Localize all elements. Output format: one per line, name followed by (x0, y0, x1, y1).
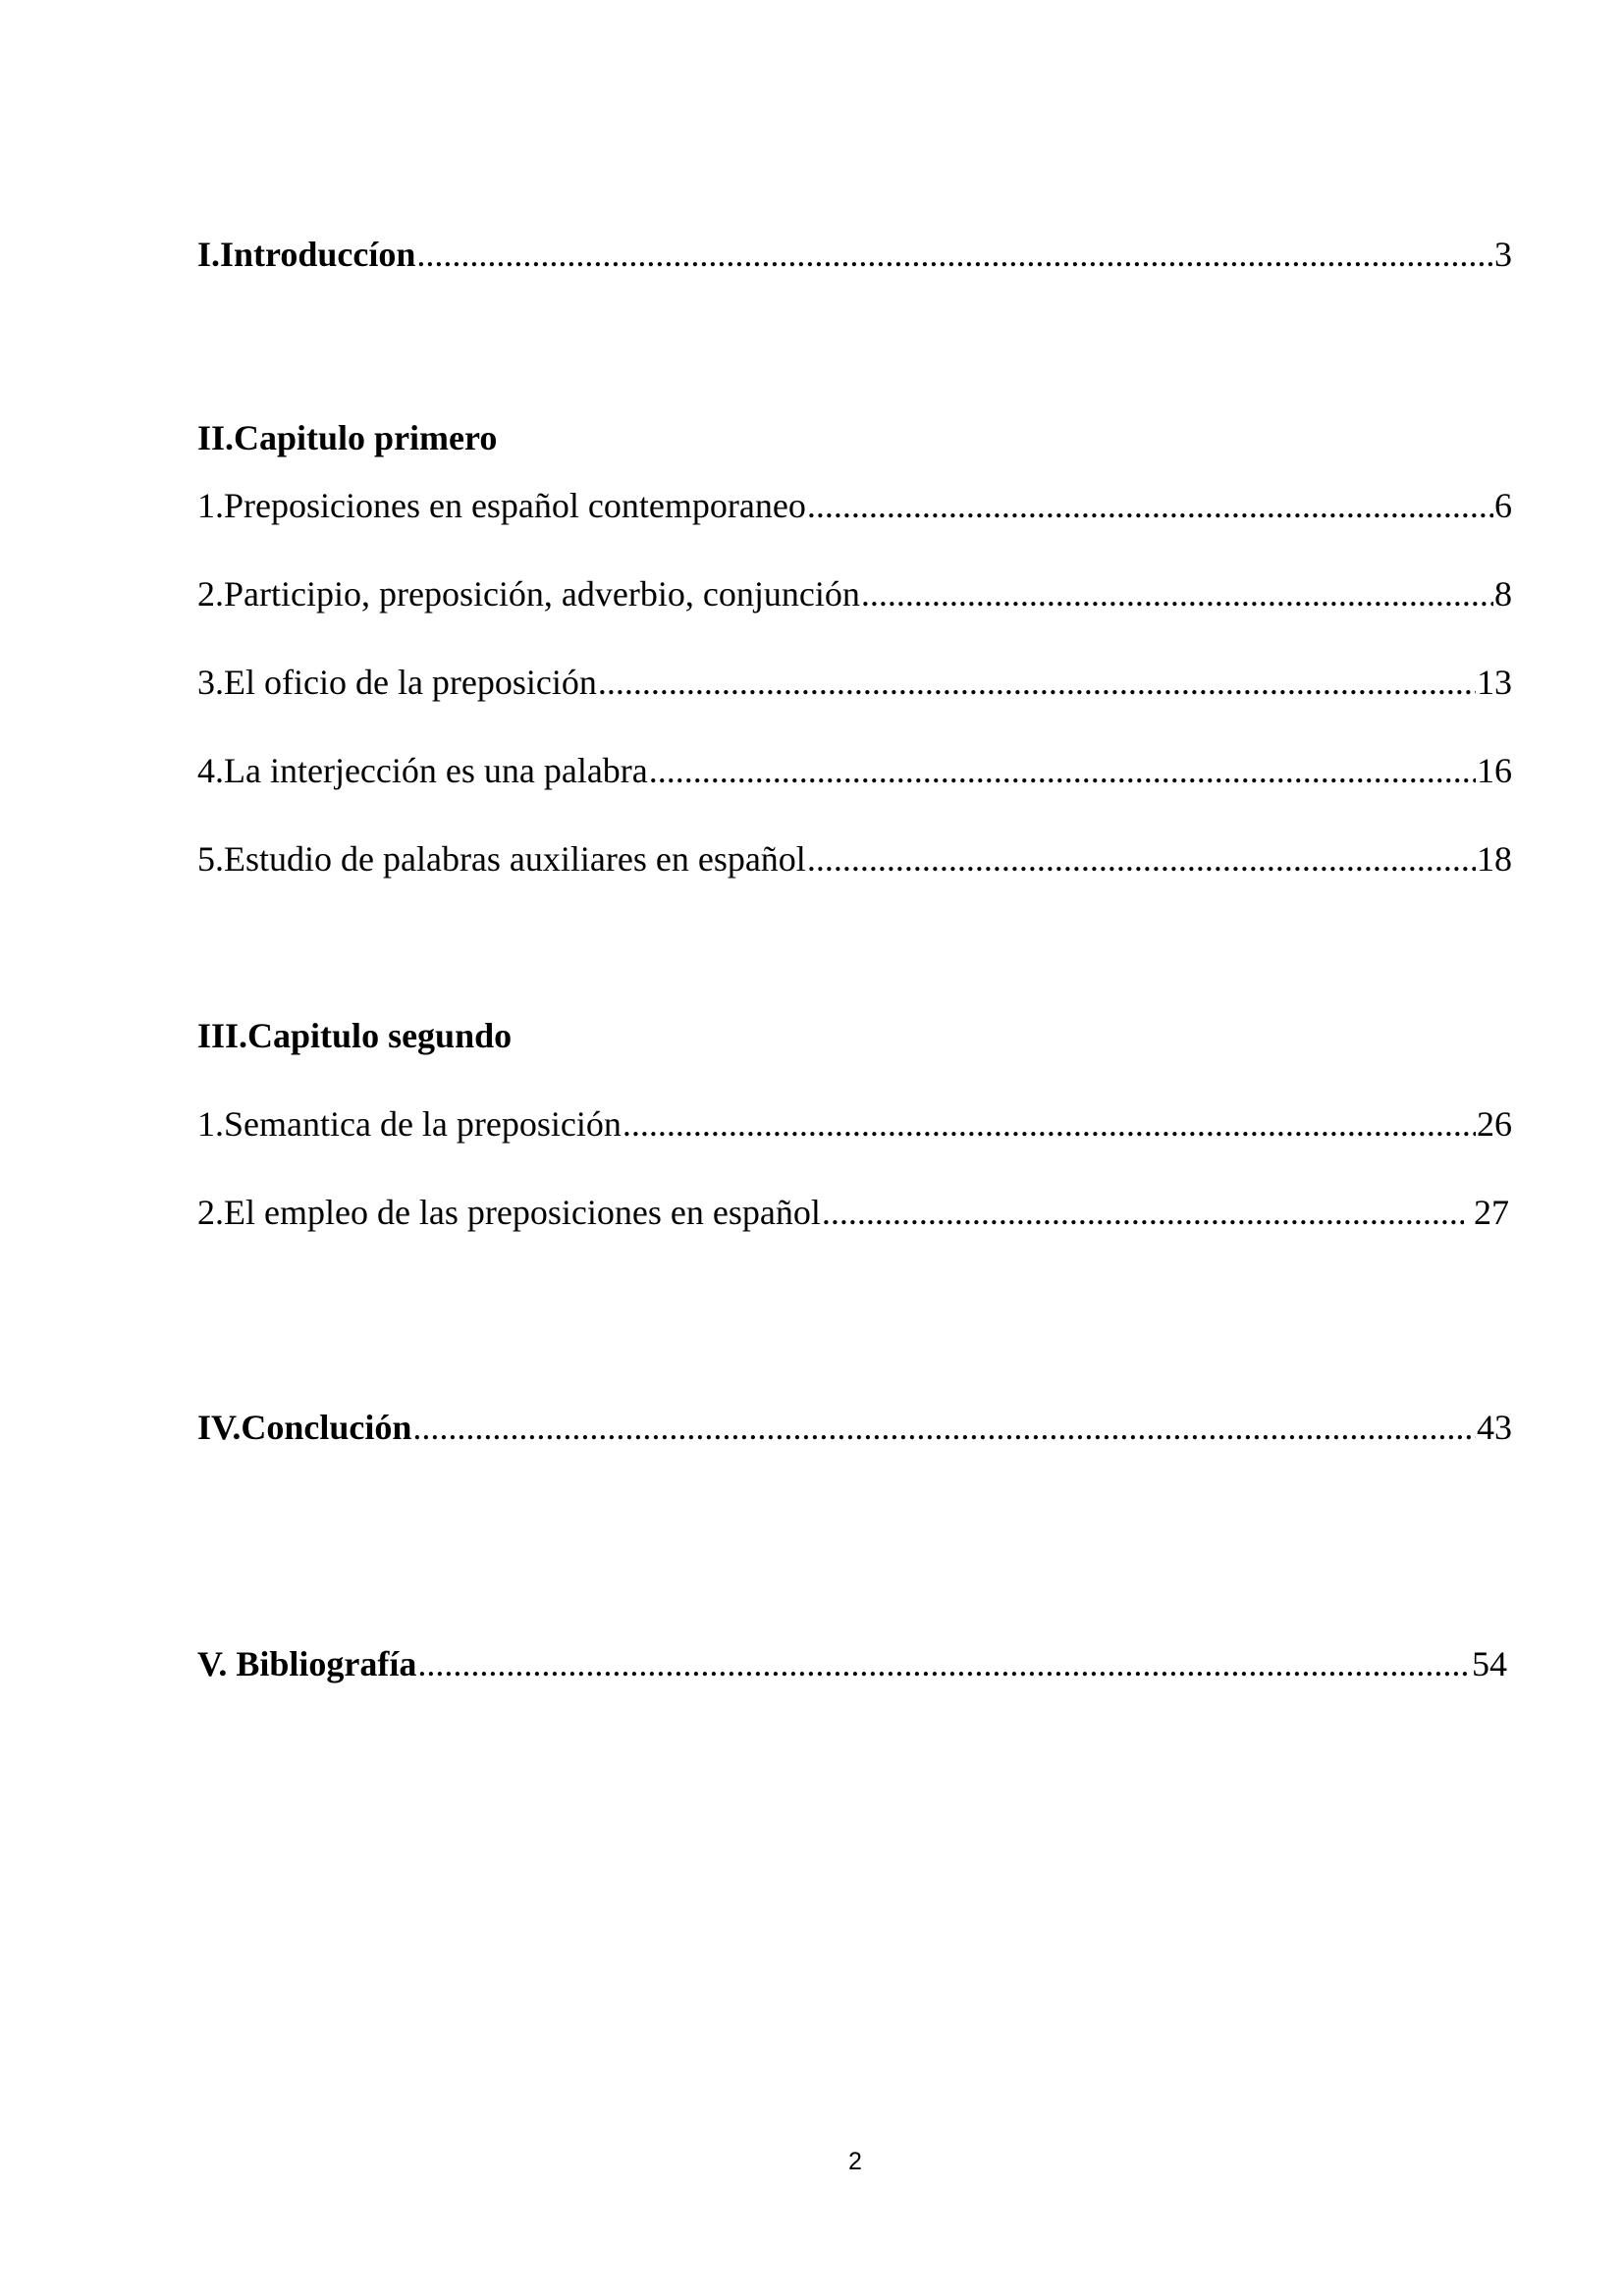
toc-entry-title: V. Bibliografía (197, 1644, 417, 1683)
toc-entry-title: IV.Conclución (197, 1408, 412, 1447)
dot-leader (649, 747, 1476, 794)
toc-entry-title: 2.El empleo de las preposiciones en español (197, 1193, 821, 1232)
toc-entry-page: 16 (1477, 751, 1512, 790)
toc-entry (197, 1100, 1512, 1148)
toc-entry-title: 1.Preposiciones en español contemporaneo (197, 486, 806, 525)
page-number: 2 (848, 2148, 862, 2175)
toc-entry (197, 747, 1512, 794)
toc-entry (197, 835, 1512, 882)
toc-entry (197, 659, 1512, 706)
toc-entry (197, 570, 1512, 617)
toc-entry-page: 26 (1477, 1104, 1512, 1144)
dot-leader (822, 1189, 1464, 1236)
toc-entry-title: 3.El oficio de la preposición (197, 663, 597, 702)
toc-entry-page: 18 (1477, 839, 1512, 879)
dot-leader (412, 1404, 1476, 1451)
chapter-heading-segundo: III.Capitulo segundo (197, 1016, 513, 1055)
toc-entry (197, 482, 1512, 529)
toc-entry-conclucion (197, 1404, 1512, 1451)
toc-entry-page: 8 (1494, 574, 1512, 614)
toc-entry-page: 27 (1465, 1193, 1509, 1232)
toc-entry-introduccion (197, 231, 1512, 278)
toc-entry-bibliografia (197, 1640, 1507, 1687)
toc-entry-page: 43 (1477, 1408, 1512, 1447)
toc-entry-page: 6 (1494, 486, 1512, 525)
toc-entry-title: I.Introduccíon (197, 235, 416, 274)
dot-leader (598, 659, 1476, 706)
chapter-heading-primero: II.Capitulo primero (197, 418, 498, 457)
toc-entry-page: 54 (1472, 1644, 1507, 1683)
toc-entry-title: 2.Participio, preposición, adverbio, conjunción (197, 574, 860, 614)
toc-entry-title: 4.La interjección es una palabra (197, 751, 648, 790)
toc-entry (197, 1189, 1509, 1236)
dot-leader (416, 231, 1493, 278)
dot-leader (861, 570, 1493, 617)
dot-leader (623, 1100, 1476, 1148)
dot-leader (417, 1640, 1471, 1687)
toc-entry-page: 3 (1494, 235, 1512, 274)
dot-leader (807, 482, 1493, 529)
toc-entry-title: 5.Estudio de palabras auxiliares en español (197, 839, 806, 879)
toc-entry-title: 1.Semantica de la preposición (197, 1104, 622, 1144)
toc-entry-page: 13 (1477, 663, 1512, 702)
dot-leader (807, 835, 1476, 882)
